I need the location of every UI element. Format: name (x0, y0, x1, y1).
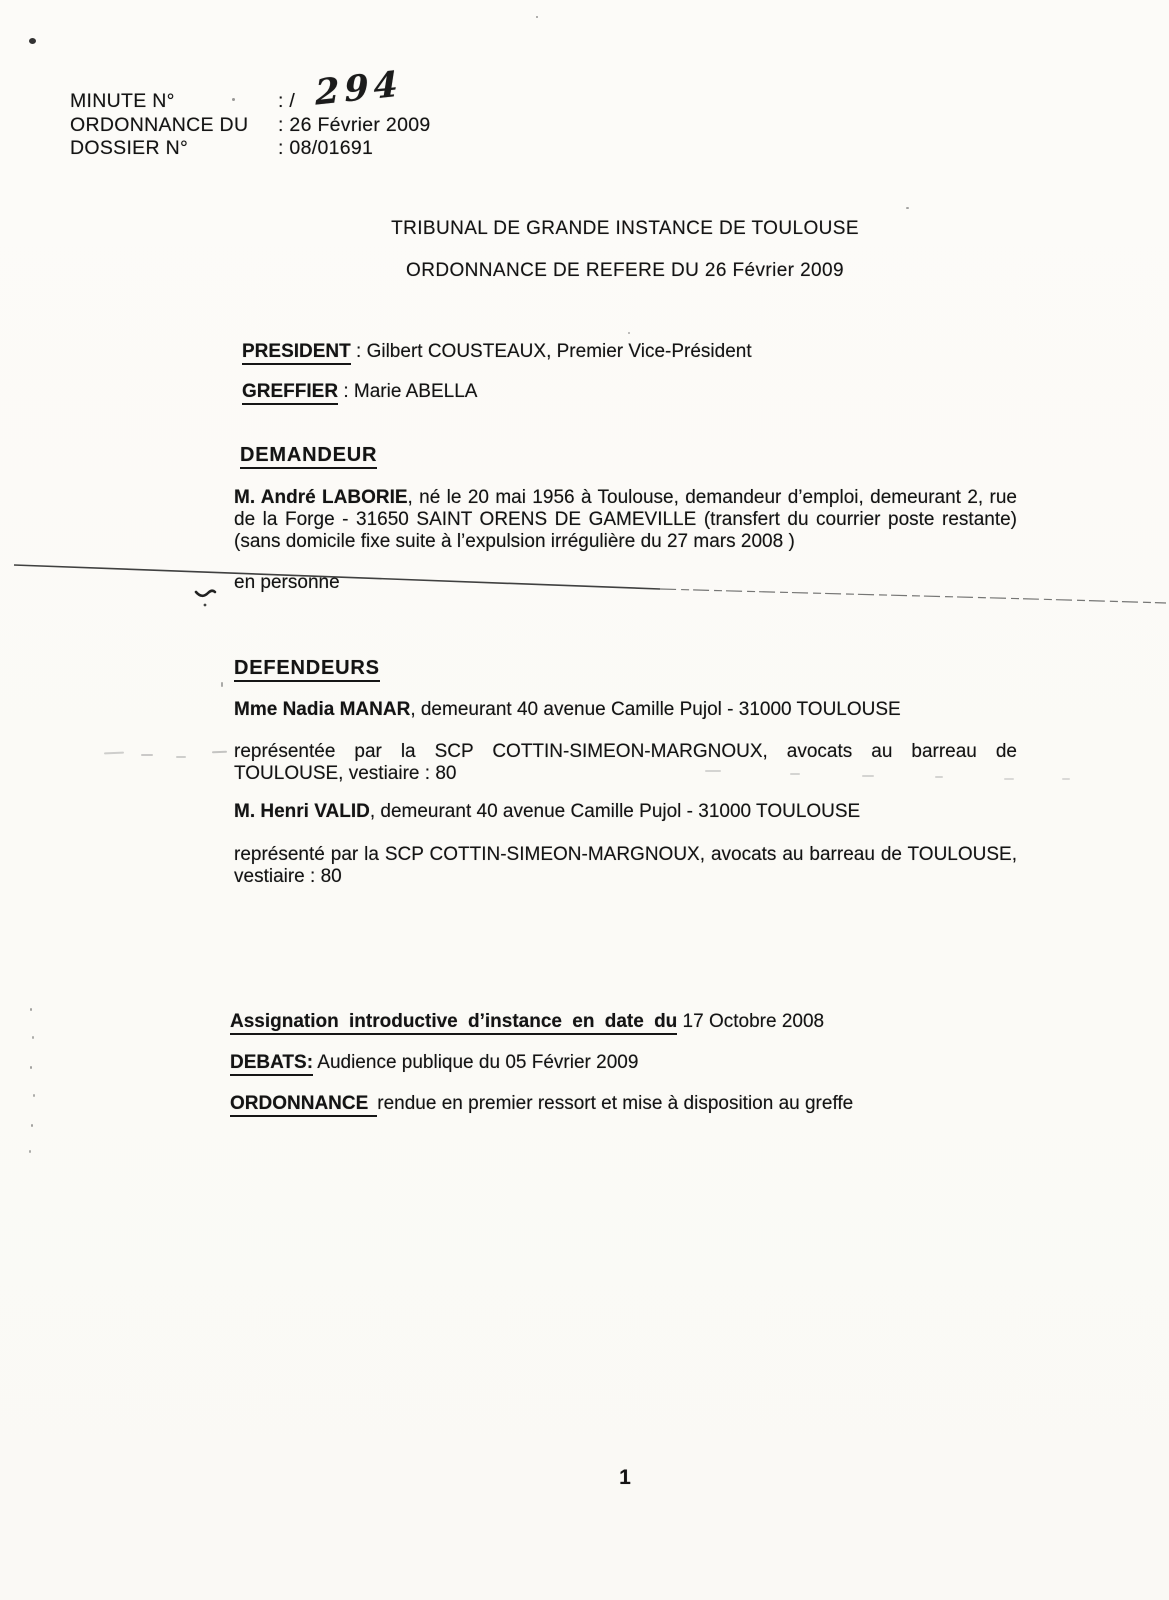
scan-smudge (1004, 778, 1014, 780)
defendeur-1-name: Mme Nadia MANAR (234, 699, 411, 720)
scan-speck (30, 1066, 32, 1069)
page-number: 1 (619, 1466, 631, 1489)
defendeur-2-details: , demeurant 40 avenue Camille Pujol - 31000 TOULOUSE (369, 801, 861, 822)
scan-smudge (790, 773, 800, 775)
greffier-value: : Marie ABELLA (338, 381, 478, 402)
scan-speck (232, 98, 235, 101)
scan-smudge (176, 756, 186, 758)
scan-speck (31, 1124, 33, 1127)
dossier-value: : 08/01691 (278, 137, 374, 159)
assignation-label: Assignation introductive d’instance en date du (230, 1011, 677, 1035)
defendeur-2-representation: représenté par la SCP COTTIN-SIMEON-MARGNOUX, avocats au barreau de TOULOUSE, vestiaire : 80 (234, 844, 1017, 887)
demandeur-heading (240, 444, 377, 469)
minute-label: MINUTE N° (70, 90, 175, 112)
minute-value: : / (278, 90, 296, 112)
scan-speck (33, 1094, 35, 1097)
scan-speck (221, 682, 223, 687)
demandeur-details: , né le 20 mai 1956 à Toulouse, demandeur d’emploi, demeurant 2, rue de la Forge - 31650 SAINT ORENS DE GAMEVILLE (transfert du courrier poste restante) (sans domicile fixe suite à l’expulsion irrégulière du 27 mars 2008 ) (234, 487, 1017, 552)
greffier-label: GREFFIER (242, 381, 338, 405)
ordonnance-date-value: : 26 Février 2009 (278, 113, 431, 136)
defendeurs-heading (234, 657, 380, 682)
demandeur-paragraph (234, 487, 1017, 553)
ordonnance-date-row (70, 114, 540, 138)
scan-smudge (705, 770, 721, 772)
scan-speck (628, 332, 630, 334)
defendeur-2-line (234, 801, 860, 823)
president-value: : Gilbert COUSTEAUX, Premier Vice-Président (350, 341, 752, 362)
demandeur-heading-label: DEMANDEUR (240, 444, 377, 469)
scan-smudge (862, 775, 874, 777)
defendeur-1-representation: représentée par la SCP COTTIN-SIMEON-MARGNOUX, avocats au barreau de TOULOUSE, vestiaire : 80 (234, 741, 1017, 784)
defendeurs-heading-label: DEFENDEURS (234, 657, 380, 682)
dossier-row (70, 137, 540, 161)
demandeur-name: M. André LABORIE (234, 487, 408, 508)
scan-smudge (935, 776, 943, 778)
scan-artifact-diagonal-line (0, 553, 1169, 613)
debats-line (230, 1052, 638, 1076)
handwritten-minute-number: 294 (314, 63, 404, 114)
dossier-label: DOSSIER N° (70, 137, 189, 159)
scan-speck (29, 38, 36, 44)
scan-smudge (1062, 778, 1070, 780)
defendeur-1-line (234, 699, 901, 721)
ordonnance-label: ORDONNANCE (230, 1093, 377, 1117)
scan-speck (30, 1008, 32, 1011)
assignation-line (230, 1011, 824, 1035)
assignation-value: 17 Octobre 2008 (677, 1011, 825, 1032)
ordonnance-value: rendue en premier ressort et mise à disposition au greffe (377, 1093, 854, 1114)
court-title: TRIBUNAL DE GRANDE INSTANCE DE TOULOUSE (391, 218, 859, 239)
debats-label: DEBATS: (230, 1052, 313, 1076)
minute-row (70, 90, 540, 114)
ordonnance-line (230, 1093, 853, 1117)
president-line (242, 341, 752, 365)
defendeur-2-name: M. Henri VALID (234, 801, 370, 822)
scan-speck (32, 1036, 34, 1039)
debats-value: Audience publique du 05 Février 2009 (313, 1052, 639, 1073)
defendeur-1-details: , demeurant 40 avenue Camille Pujol - 31000 TOULOUSE (410, 699, 901, 720)
scan-speck (906, 207, 909, 209)
scan-smudge (104, 752, 124, 755)
scan-speck (536, 16, 538, 18)
scan-smudge (212, 751, 227, 754)
president-label: PRESIDENT (242, 341, 351, 365)
scan-speck (29, 1150, 31, 1153)
scan-smudge (141, 754, 153, 756)
greffier-line (242, 381, 477, 405)
ordonnance-date-label: ORDONNANCE DU (70, 113, 249, 136)
order-title: ORDONNANCE DE REFERE DU 26 Février 2009 (406, 260, 844, 281)
demandeur-appearance: en personne (234, 572, 340, 593)
case-reference-block (70, 90, 540, 161)
